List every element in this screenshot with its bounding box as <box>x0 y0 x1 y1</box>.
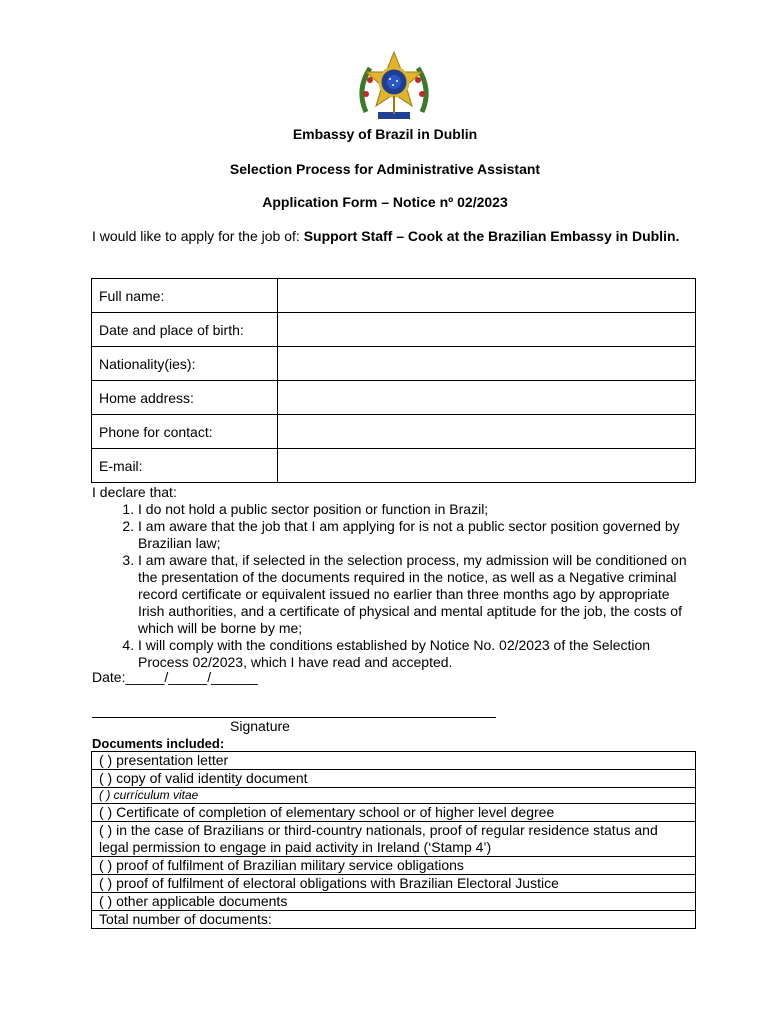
process-title: Selection Process for Administrative Assistant <box>229 161 541 177</box>
table-row <box>92 415 696 449</box>
table-row <box>92 449 696 483</box>
document-item[interactable]: ( ) in the case of Brazilians or third-country nationals, proof of regular residence status and legal permission to engage in paid activity in Ireland (‘Stamp 4’) <box>92 822 696 857</box>
document-item[interactable]: ( ) copy of valid identity document <box>92 770 696 788</box>
phone-field[interactable] <box>278 415 696 449</box>
table-row <box>92 857 696 875</box>
form-title: Application Form – Notice nº 02/2023 <box>262 194 508 210</box>
email-label: E-mail: <box>92 449 278 483</box>
application-intro <box>92 228 692 245</box>
documents-heading: Documents included: <box>92 736 225 751</box>
address-label: Home address: <box>92 381 278 415</box>
signature-line[interactable] <box>92 717 496 718</box>
table-row <box>92 804 696 822</box>
phone-label: Phone for contact: <box>92 415 278 449</box>
declaration <box>92 484 697 671</box>
list-item: 3. I am aware that, if selected in the selection process, my admission will be conditioned on the presentation of the documents required in the notice, as well as a Negative criminal record certificate or equivalent issued no earlier than three months ago by appropriate Irish authorities, and a certificate of physical and mental aptitude for the job, the costs of which will be borne by me; <box>138 552 697 637</box>
list-item: 4. I will comply with the conditions established by Notice No. 02/2023 of the Selection Process 02/2023, which I have read and accepted. <box>138 637 697 671</box>
table-row <box>92 752 696 770</box>
document-item[interactable]: ( ) proof of fulfilment of electoral obligations with Brazilian Electoral Justice <box>92 875 696 893</box>
list-item: 2. I am aware that the job that I am applying for is not a public sector position governed by Brazilian law; <box>138 518 697 552</box>
intro-prefix: I would like to apply for the job of: <box>92 228 304 244</box>
birth-label: Date and place of birth: <box>92 313 278 347</box>
table-row <box>92 347 696 381</box>
document-item[interactable]: ( ) Certificate of completion of elementary school or of higher level degree <box>92 804 696 822</box>
full-name-field[interactable] <box>278 279 696 313</box>
declaration-list <box>92 501 697 671</box>
table-row <box>92 313 696 347</box>
signature-label: Signature <box>230 718 290 734</box>
document-item[interactable]: ( ) proof of fulfilment of Brazilian military service obligations <box>92 857 696 875</box>
email-field[interactable] <box>278 449 696 483</box>
table-row <box>92 893 696 911</box>
full-name-label: Full name: <box>92 279 278 313</box>
total-documents-label: Total number of documents: <box>92 911 696 929</box>
table-row <box>92 875 696 893</box>
table-row <box>92 822 696 857</box>
table-row <box>92 279 696 313</box>
birth-field[interactable] <box>278 313 696 347</box>
address-field[interactable] <box>278 381 696 415</box>
date-field[interactable]: Date:_____/_____/______ <box>92 669 258 685</box>
applicant-info-table <box>91 278 696 483</box>
document-item[interactable]: ( ) currículum vitae <box>92 788 696 804</box>
brazil-coat-of-arms-icon <box>352 50 436 128</box>
nationality-label: Nationality(ies): <box>92 347 278 381</box>
documents-table <box>91 751 696 929</box>
table-row <box>92 381 696 415</box>
document-item[interactable]: ( ) other applicable documents <box>92 893 696 911</box>
list-item: 1. I do not hold a public sector position or function in Brazil; <box>138 501 697 518</box>
table-row <box>92 911 696 929</box>
table-row <box>92 770 696 788</box>
embassy-title: Embassy of Brazil in Dublin <box>292 126 478 142</box>
document-item[interactable]: ( ) presentation letter <box>92 752 696 770</box>
declaration-heading: I declare that: <box>92 484 177 500</box>
job-title: Support Staff – Cook at the Brazilian Embassy in Dublin. <box>303 228 680 244</box>
table-row <box>92 788 696 804</box>
nationality-field[interactable] <box>278 347 696 381</box>
